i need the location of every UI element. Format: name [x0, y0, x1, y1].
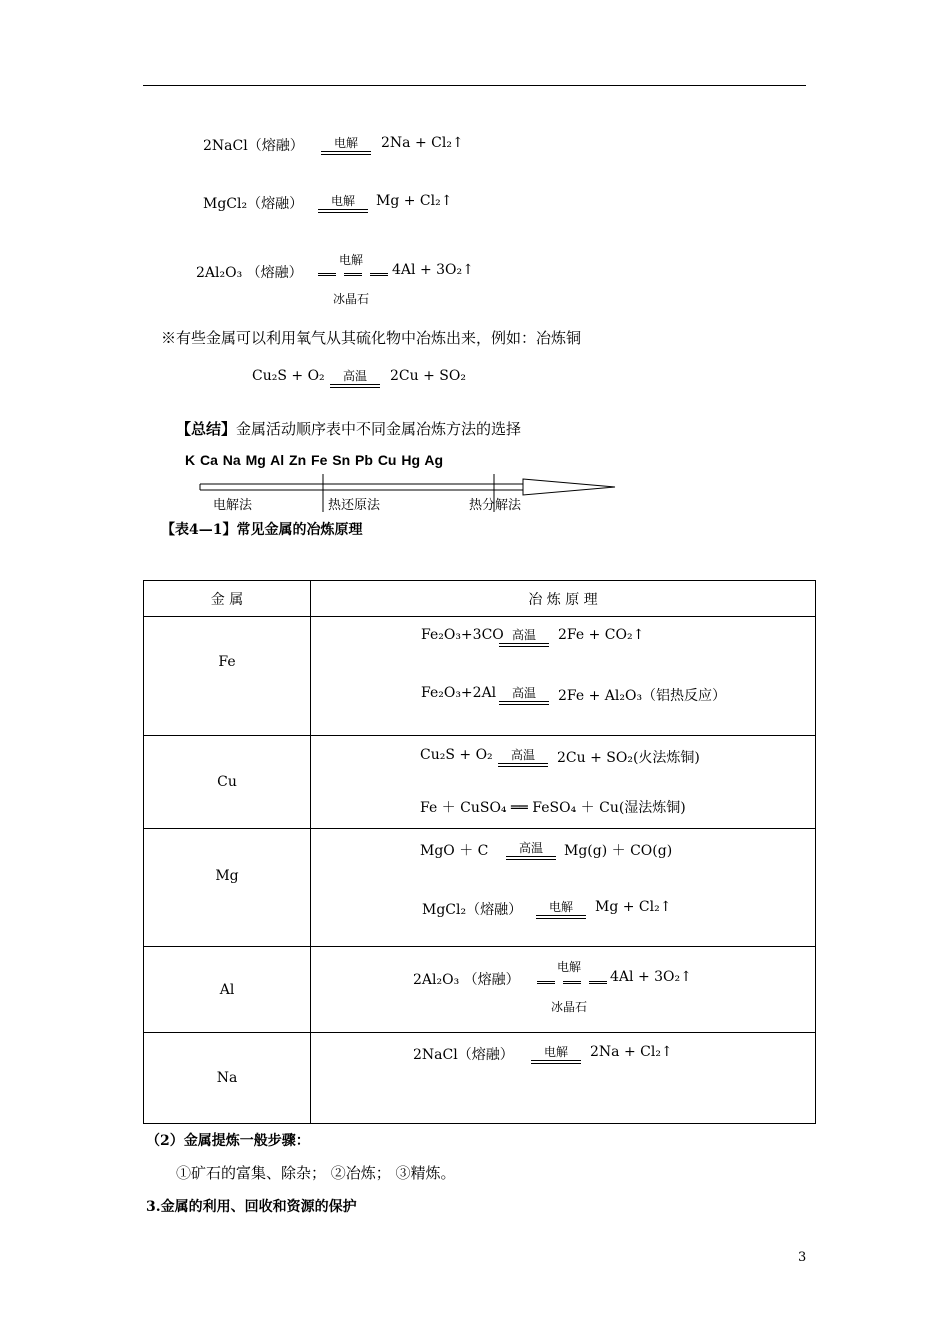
reaction-mgcl2-left: MgCl₂（熔融） — [203, 196, 304, 212]
reaction-al2o3-condition-top: 电解 — [339, 253, 364, 267]
reaction-al2o3-right: 4Al + 3O₂↑ — [392, 262, 474, 278]
reaction-mgcl2-equals — [318, 209, 368, 213]
reaction-mgcl2-condition: 电解 — [331, 194, 356, 208]
cu-r1-condition: 高温 — [511, 748, 536, 762]
al-r-condition-top: 电解 — [557, 960, 582, 974]
metal-mg — [144, 829, 311, 947]
reaction-al2o3-left: 2Al₂O₃ （熔融） — [196, 265, 303, 281]
na-r-left: 2NaCl（熔融） — [413, 1047, 514, 1063]
mg-r2-equals — [536, 915, 586, 919]
reaction-nacl-right: 2Na + Cl₂↑ — [381, 135, 464, 151]
section-3-heading: 3.金属的利用、回收和资源的保护 — [146, 1199, 357, 1215]
mg-r1-equals — [506, 856, 556, 860]
header-principle: 冶 炼 原 理 — [311, 581, 816, 617]
page-number: 3 — [798, 1250, 807, 1265]
fe-r2-equals — [499, 701, 549, 705]
reaction-cu2s-right: 2Cu + SO₂ — [390, 368, 466, 384]
mg-r1-left: MgO ＋ C — [420, 843, 489, 859]
fe-r1-left: Fe₂O₃+3CO — [421, 627, 504, 643]
metal-fe — [144, 617, 311, 736]
reaction-nacl-condition: 电解 — [334, 136, 359, 150]
reaction-mgcl2-right: Mg + Cl₂↑ — [376, 193, 453, 209]
smelting-table — [143, 580, 816, 1124]
principle-fe — [311, 617, 816, 736]
cu-r2: Fe ＋ CuSO₄ ══ FeSO₄ ＋ Cu(湿法炼铜) — [420, 800, 686, 816]
reaction-al2o3-condition-bottom: 冰晶石 — [333, 292, 370, 306]
al-r-left: 2Al₂O₃ （熔融） — [413, 972, 520, 988]
header-metal: 金 属 — [144, 581, 311, 617]
reaction-al2o3-equals-2 — [344, 273, 362, 276]
summary-line — [176, 418, 521, 439]
mg-r2-condition: 电解 — [549, 900, 574, 914]
principle-al — [311, 947, 816, 1033]
principle-cu — [311, 736, 816, 829]
fe-r1-equals — [499, 643, 549, 647]
method-thermal-reduction: 热还原法 — [328, 498, 381, 513]
fe-r2-left: Fe₂O₃+2Al — [421, 685, 497, 701]
principle-mg — [311, 829, 816, 947]
activity-series: K Ca Na Mg Al Zn Fe Sn Pb Cu Hg Ag — [185, 452, 444, 468]
reaction-cu2s-equals — [330, 384, 380, 388]
metal-fe-name: Fe — [218, 654, 236, 670]
mg-r1-right: Mg(g) ＋ CO(g) — [564, 843, 673, 859]
fe-r2-right: 2Fe + Al₂O₃（铝热反应） — [558, 688, 727, 704]
cu-r1-left: Cu₂S + O₂ — [420, 747, 493, 763]
al-r-condition-bottom: 冰晶石 — [551, 1000, 588, 1014]
cu-r1-equals — [498, 763, 548, 767]
mg-r2-right: Mg + Cl₂↑ — [595, 899, 672, 915]
al-r-equals-3 — [589, 981, 607, 984]
method-thermal-decomposition: 热分解法 — [469, 498, 522, 513]
reaction-al2o3-equals-1 — [318, 273, 336, 276]
na-r-right: 2Na + Cl₂↑ — [590, 1044, 673, 1060]
reaction-al2o3-equals-3 — [370, 273, 388, 276]
na-r-equals — [531, 1060, 581, 1064]
fe-r1-right: 2Fe + CO₂↑ — [558, 627, 645, 643]
steps-list: ①矿石的富集、除杂； ②冶炼； ③精炼。 — [176, 1164, 456, 1182]
method-electrolysis: 电解法 — [213, 498, 253, 513]
table-row — [144, 1033, 816, 1124]
al-r-equals-1 — [537, 981, 555, 984]
note-sulfide: ※有些金属可以利用氧气从其硫化物中冶炼出来，例如：冶炼铜 — [161, 329, 582, 347]
fe-r1-condition: 高温 — [512, 628, 537, 642]
table-row — [144, 947, 816, 1033]
table-row — [144, 829, 816, 947]
table-row — [144, 617, 816, 736]
reaction-nacl-equals — [321, 151, 371, 155]
na-r-condition: 电解 — [544, 1045, 569, 1059]
mg-r1-condition: 高温 — [519, 841, 544, 855]
fe-r2-condition: 高温 — [512, 686, 537, 700]
steps-title: （2）金属提炼一般步骤： — [146, 1133, 310, 1149]
header-rule — [143, 85, 806, 86]
al-r-equals-2 — [563, 981, 581, 984]
reaction-cu2s-left: Cu₂S + O₂ — [252, 368, 325, 384]
reaction-cu2s-condition: 高温 — [343, 369, 368, 383]
metal-cu: Cu — [144, 736, 311, 829]
metal-na: Na — [144, 1033, 311, 1124]
summary-label: 【总结】 — [176, 420, 237, 438]
al-r-right: 4Al + 3O₂↑ — [610, 969, 692, 985]
activity-arrow — [195, 474, 625, 514]
cu-r1-right: 2Cu + SO₂(火法炼铜) — [557, 750, 700, 766]
table-row — [144, 736, 816, 829]
metal-al: Al — [144, 947, 311, 1033]
table-title: 【表4—1】常见金属的冶炼原理 — [161, 522, 363, 538]
mg-r2-left: MgCl₂（熔融） — [422, 902, 523, 918]
summary-text: 金属活动顺序表中不同金属冶炼方法的选择 — [236, 420, 522, 438]
metal-mg-name: Mg — [215, 867, 239, 884]
reaction-nacl-left: 2NaCl（熔融） — [203, 138, 304, 154]
principle-na — [311, 1033, 816, 1124]
